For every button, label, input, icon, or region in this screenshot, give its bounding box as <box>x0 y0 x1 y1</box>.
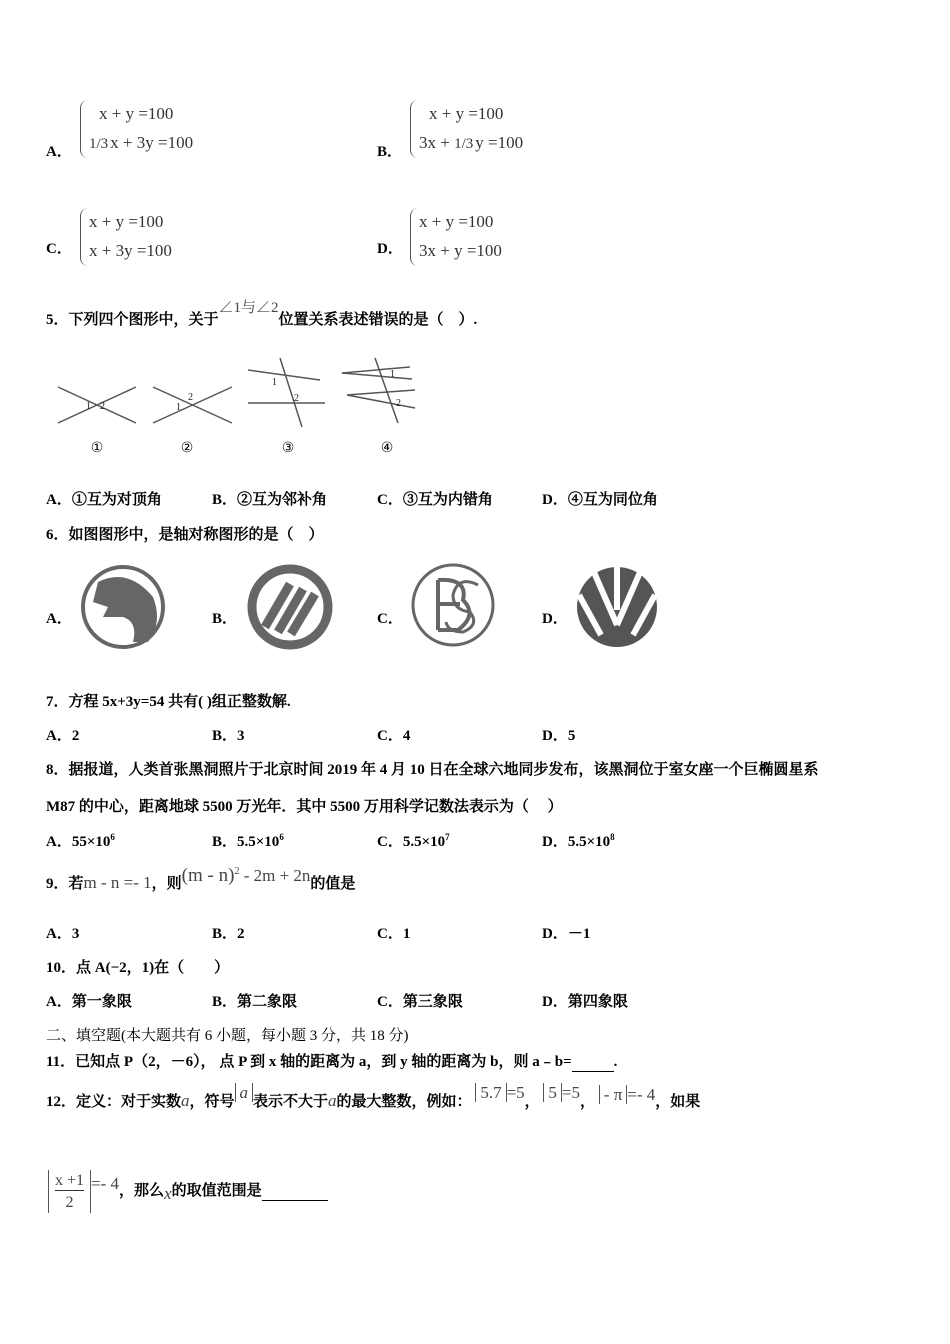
q8-line1: 8．据报道，人类首张黑洞照片于北京时间 2019 年 4 月 10 日在全球六地同步发布，该黑洞位于室女座一个巨椭圆星系 <box>46 762 819 778</box>
q10-option-c: C．第三象限 <box>377 994 463 1010</box>
logo-b-image <box>245 562 335 652</box>
q10-option-a: A．第一象限 <box>46 994 132 1010</box>
svg-text:2: 2 <box>188 392 193 403</box>
q8-option-b: B．$5.5\times 10^6$ <box>212 832 284 850</box>
q4-option-a-label: A． <box>46 144 72 160</box>
q5-option-d: D．④互为同位角 <box>542 492 658 508</box>
q9-option-c: C．1 <box>377 926 411 942</box>
q7-option-c: C．4 <box>377 728 411 744</box>
q4-option-b-system: x + y =100 3x + 1/3 y =100 <box>410 100 523 158</box>
section-2-heading: 二、填空题(本大题共有 6 小题，每小题 3 分，共 18 分) <box>46 1028 409 1044</box>
q11-answer-blank[interactable] <box>572 1054 614 1072</box>
q11-question: 11．已知点 P（2，－6）， 点 P 到 x 轴的距离为 a，到 y 轴的距离为 b，则 a﹣b= . <box>46 1054 618 1070</box>
q10-question: 10．点 A(−2，1)在（ ） <box>46 960 230 976</box>
q7-option-a: A．2 <box>46 728 80 744</box>
fig-label-1: ① <box>90 440 104 456</box>
q6-question: 6．如图图形中，是轴对称图形的是（ ） <box>46 527 324 543</box>
q9-question: 9．若m - n =- 1，则(m - n)$^2$ - 2m + 2n的值是 <box>46 865 356 892</box>
fig-label-2: ② <box>180 440 194 456</box>
q5-figures <box>50 355 430 460</box>
q5-question: 5．下列四个图形中，关于∠1与∠2位置关系表述错误的是（ ）. <box>46 300 478 328</box>
q12-line2: $\frac{x +1}{2}$ =- 4，那么x的取值范围是 <box>48 1170 328 1213</box>
q8-option-a: A．$55\times 10^6$ <box>46 832 115 850</box>
q6-label-a: A． <box>46 611 72 627</box>
svg-text:1: 1 <box>176 402 181 413</box>
q5-option-a: A．①互为对顶角 <box>46 492 162 508</box>
svg-text:1: 1 <box>390 369 395 380</box>
q4-option-a-fraction: 1/3 <box>89 135 109 152</box>
q10-option-d: D．第四象限 <box>542 994 628 1010</box>
q8-line2: M87 的中心，距离地球 5500 万光年．其中 5500 万用科学记数法表示为（ ） <box>46 799 563 815</box>
q6-label-d: D． <box>542 611 568 627</box>
q4-option-d-system: x + y =100 3x + y =100 <box>410 208 502 266</box>
q8-option-c: C．$5.5\times 10^7$ <box>377 832 450 850</box>
q4-option-a-system: x + y =100 1/3 x + 3y =100 <box>80 100 193 158</box>
q5-option-c: C．③互为内错角 <box>377 492 493 508</box>
q10-option-b: B．第二象限 <box>212 994 298 1010</box>
svg-text:2: 2 <box>294 393 299 404</box>
svg-text:2: 2 <box>396 398 401 409</box>
q4-option-d-label: D． <box>377 241 403 257</box>
logo-c-image <box>408 560 498 650</box>
q7-option-b: B．3 <box>212 728 245 744</box>
q7-question: 7．方程 5x+3y=54 共有( )组正整数解. <box>46 694 291 710</box>
q12-line1: 12．定义：对于实数a，符号 a 表示不大于a的最大整数，例如： 5.7 =5， 5 =5， - π =- 4，如果 <box>46 1083 701 1110</box>
svg-text:1: 1 <box>86 401 91 412</box>
svg-text:1: 1 <box>272 377 277 388</box>
q8-option-d: D．$5.5\times 10^8$ <box>542 832 615 850</box>
logo-d-image <box>573 565 661 650</box>
q4-option-c-label: C． <box>46 241 72 257</box>
q7-option-d: D．5 <box>542 728 576 744</box>
q9-option-b: B．2 <box>212 926 245 942</box>
fig-label-3: ③ <box>281 440 295 456</box>
logo-a-image <box>78 562 168 652</box>
q4-option-c-system: x + y =100 x + 3y =100 <box>80 208 172 266</box>
q12-answer-blank[interactable] <box>262 1183 328 1201</box>
q9-option-d: D．－1 <box>542 926 591 942</box>
svg-text:2: 2 <box>100 401 105 412</box>
q4-option-b-fraction: 1/3 <box>454 135 474 152</box>
q6-label-c: C． <box>377 611 403 627</box>
q9-option-a: A．3 <box>46 926 80 942</box>
q4-option-b-label: B． <box>377 144 403 160</box>
q5-option-b: B．②互为邻补角 <box>212 492 328 508</box>
q6-label-b: B． <box>212 611 238 627</box>
fig-label-4: ④ <box>380 440 394 456</box>
